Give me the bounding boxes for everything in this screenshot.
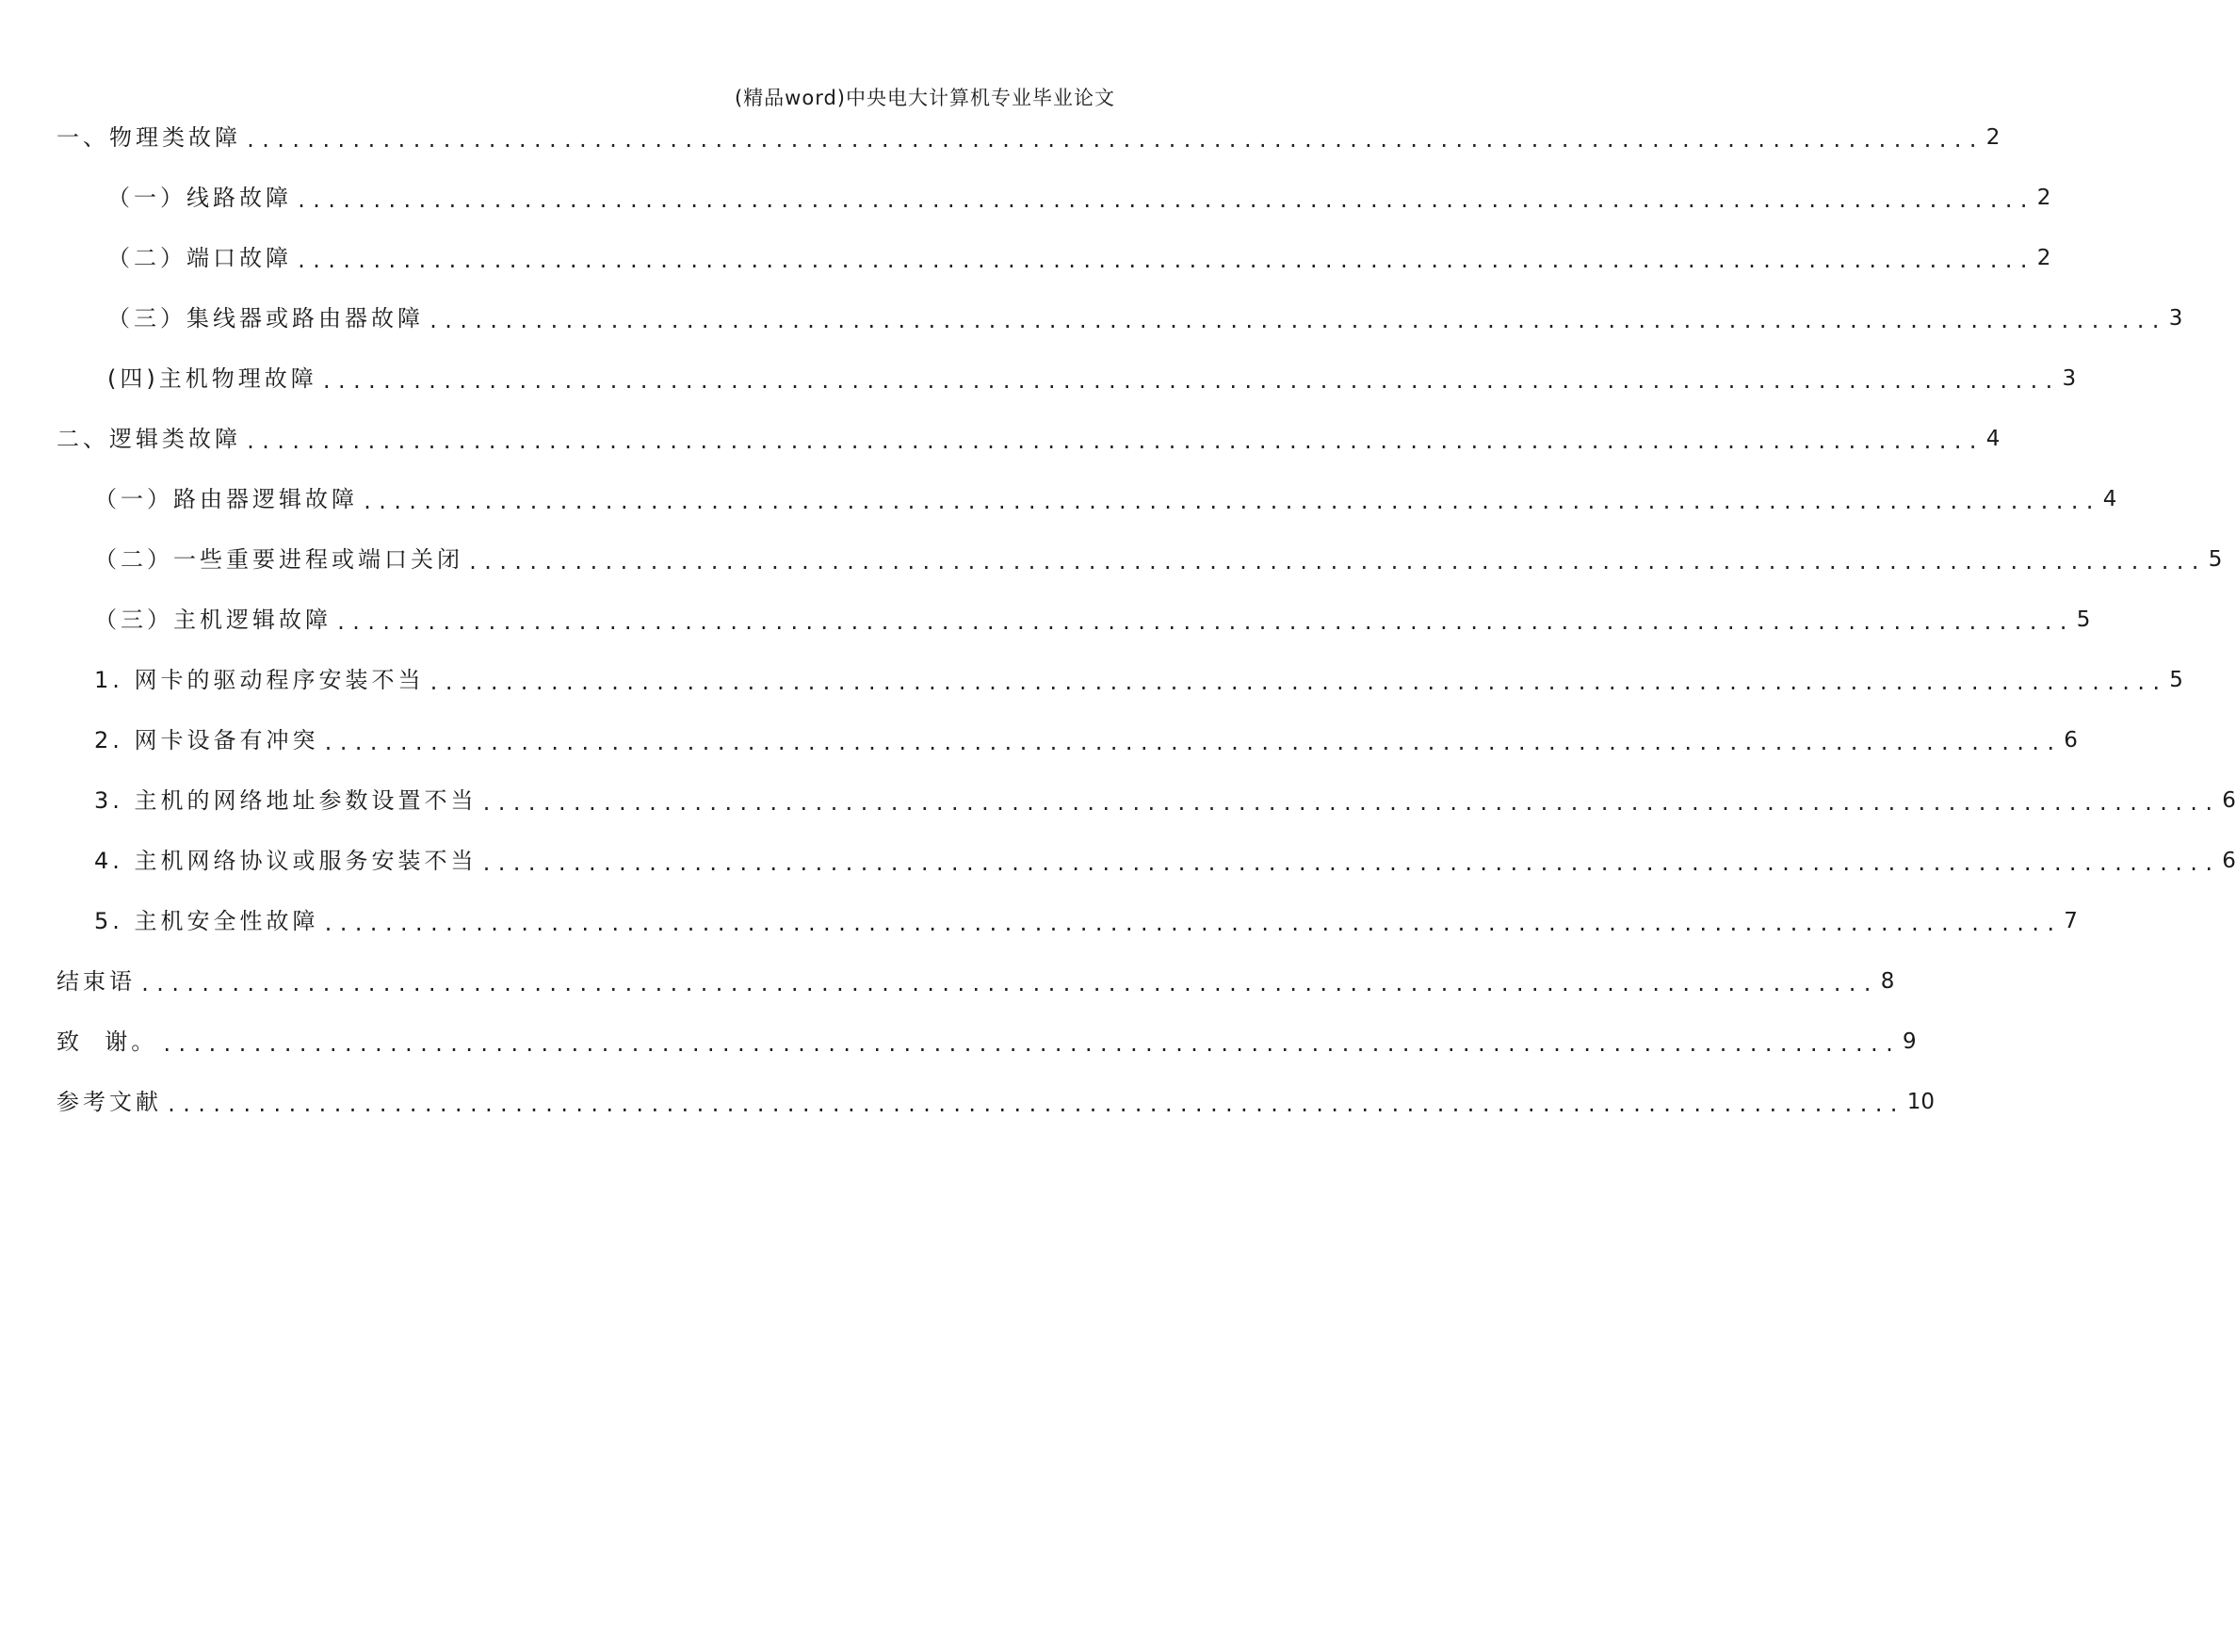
toc-entry-label: （一）路由器逻辑故障	[94, 486, 358, 512]
toc-dot-leader: ...................................................................................................................	[245, 430, 1983, 453]
toc-page-number: 6	[2222, 849, 2236, 873]
toc-page-number: 7	[2064, 909, 2078, 933]
toc-page-number: 6	[2064, 728, 2078, 753]
toc-entry[interactable]	[94, 541, 2223, 578]
toc-dot-leader: ...................................................................................................................	[245, 129, 1983, 152]
toc-dot-leader: ...................................................................................................................	[161, 1033, 1899, 1056]
toc-entry[interactable]	[107, 179, 2051, 217]
toc-entry[interactable]	[94, 842, 2236, 880]
toc-entry-label: 二、逻辑类故障	[57, 426, 241, 452]
toc-entry-label: 4. 主机网络协议或服务安装不当	[94, 848, 478, 874]
toc-entry-label: 1. 网卡的驱动程序安装不当	[94, 667, 425, 693]
toc-entry[interactable]	[57, 963, 1895, 1000]
toc-dot-leader: ...................................................................................................................	[320, 370, 2059, 393]
toc-dot-leader: ...................................................................................................................	[428, 672, 2166, 694]
toc-entry[interactable]	[57, 1083, 1935, 1121]
toc-entry[interactable]	[94, 480, 2117, 518]
toc-dot-leader: ...................................................................................................................	[480, 852, 2219, 875]
toc-page-number: 4	[1985, 427, 2001, 451]
toc-entry[interactable]	[94, 661, 2183, 699]
toc-page-number: 9	[1902, 1029, 1917, 1054]
toc-entry-label: 结束语	[57, 968, 136, 995]
toc-dot-leader: ...................................................................................................................	[139, 973, 1877, 996]
toc-dot-leader: ...................................................................................................................	[428, 310, 2165, 332]
toc-entry[interactable]	[57, 119, 2001, 156]
toc-entry-label: (四)主机物理故障	[107, 365, 317, 392]
toc-page-number: 2	[2036, 186, 2051, 210]
toc-entry[interactable]	[107, 360, 2077, 397]
toc-dot-leader: ...................................................................................................................	[362, 491, 2099, 513]
toc-page-number: 5	[2076, 607, 2091, 632]
toc-entry[interactable]	[94, 782, 2236, 819]
toc-entry[interactable]	[94, 721, 2078, 759]
toc-page-number: 2	[2036, 246, 2051, 270]
toc-entry-label: （二）一些重要进程或端口关闭	[94, 546, 463, 573]
toc-entry-label: 致 谢。	[57, 1028, 158, 1055]
toc-page-number: 3	[2168, 306, 2183, 331]
toc-dot-leader: ...................................................................................................................	[296, 250, 2033, 272]
toc-page-number: 6	[2222, 788, 2236, 813]
toc-dot-leader: ...................................................................................................................	[322, 913, 2061, 935]
toc-entry-label: 3. 主机的网络地址参数设置不当	[94, 787, 478, 814]
document-header-title: (精品word)中央电大计算机专业毕业论文	[734, 87, 1115, 109]
toc-page-number: 5	[2169, 668, 2183, 692]
toc-page-number: 2	[1985, 125, 2001, 150]
toc-entry[interactable]	[94, 902, 2078, 940]
toc-page-number: 4	[2102, 487, 2117, 511]
toc-entry[interactable]	[107, 300, 2183, 337]
toc-entry[interactable]	[94, 601, 2091, 639]
toc-page-number: 10	[1906, 1090, 1935, 1114]
toc-entry[interactable]	[57, 420, 2001, 458]
toc-page-number: 3	[2062, 366, 2077, 391]
toc-dot-leader: ...................................................................................................................	[322, 732, 2061, 754]
toc-entry[interactable]	[57, 1023, 1917, 1061]
toc-entry-label: 参考文献	[57, 1089, 162, 1115]
toc-entry-label: （三）主机逻辑故障	[94, 607, 332, 633]
toc-dot-leader: ...................................................................................................................	[480, 792, 2219, 815]
toc-dot-leader: ...................................................................................................................	[296, 189, 2033, 212]
toc-dot-leader: ...................................................................................................................	[166, 1093, 1904, 1116]
toc-dot-leader: ...................................................................................................................	[467, 551, 2205, 574]
toc-page-number: 5	[2208, 547, 2223, 572]
toc-entry-label: （二）端口故障	[107, 245, 292, 271]
toc-entry[interactable]	[107, 239, 2051, 277]
toc-entry-label: 5. 主机安全性故障	[94, 908, 319, 934]
toc-dot-leader: ...................................................................................................................	[335, 611, 2073, 634]
toc-entry-label: （三）集线器或路由器故障	[107, 305, 424, 332]
toc-entry-label: 2. 网卡设备有冲突	[94, 727, 319, 753]
toc-entry-label: 一、物理类故障	[57, 124, 241, 151]
toc-page-number: 8	[1880, 969, 1895, 994]
toc-entry-label: （一）线路故障	[107, 185, 292, 211]
